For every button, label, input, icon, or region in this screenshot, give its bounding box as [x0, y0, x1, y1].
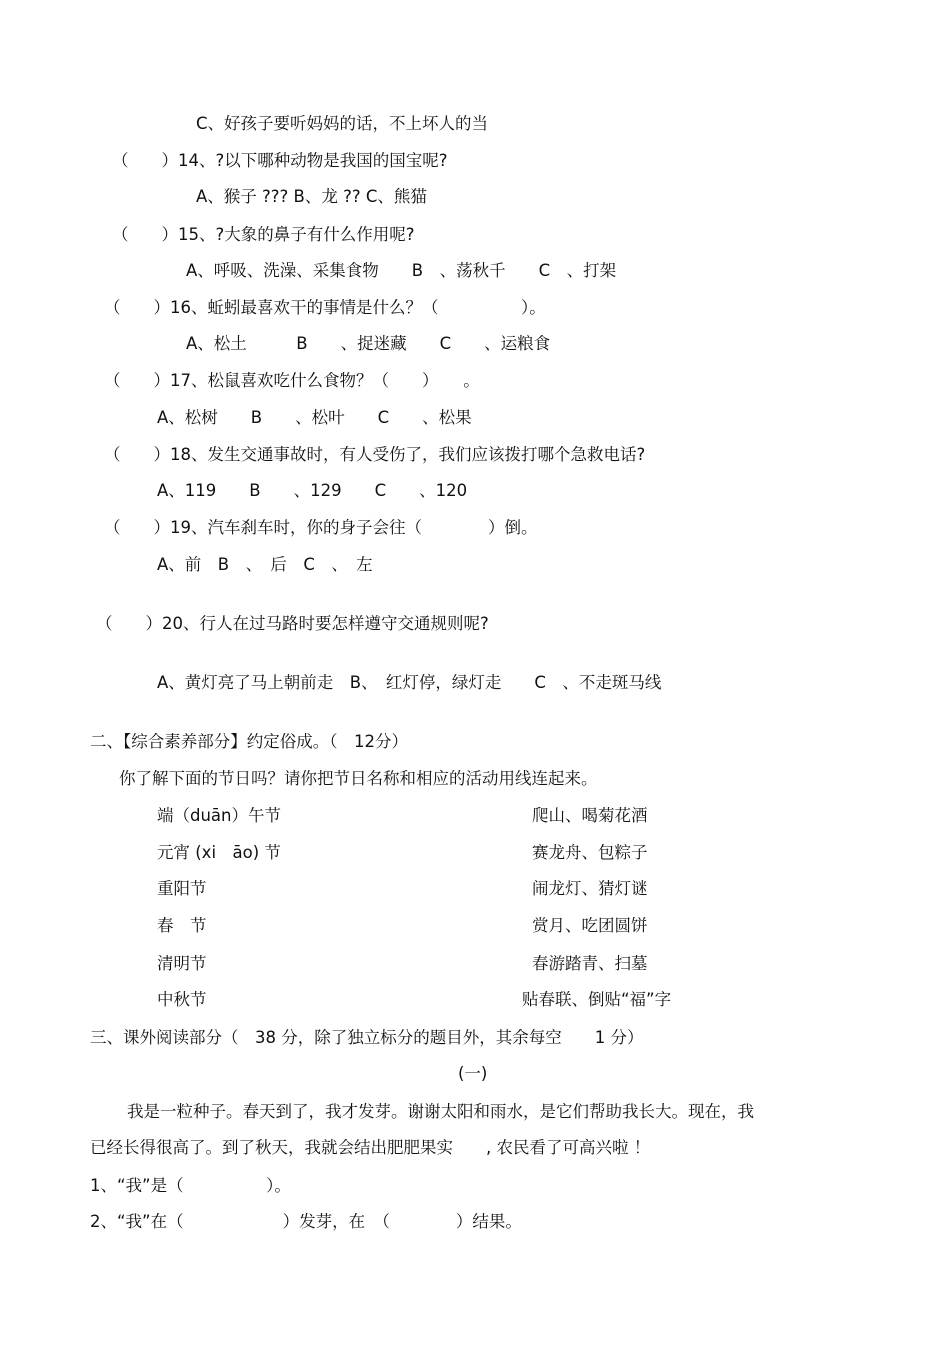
reading-question-2: 2、“我”在（ ）发芽，在 （ ）结果。: [90, 1212, 522, 1231]
festival-activity: 闹龙灯、猜灯谜: [532, 879, 648, 898]
q13-option-c: C、好孩子要听妈妈的话，不上坏人的当: [196, 114, 489, 133]
festival-name: 元宵 (xi āo) 节: [157, 843, 281, 862]
festival-activity: 赏月、吃团圆饼: [532, 916, 648, 935]
q20-stem: （ ）20、行人在过马路时要怎样遵守交通规则呢?: [96, 614, 489, 633]
reading-paragraph-line1: 我是一粒种子。春天到了，我才发芽。谢谢太阳和雨水，是它们帮助我长大。现在，我: [127, 1102, 754, 1121]
festival-activity: 爬山、喝菊花酒: [532, 806, 648, 825]
section2-instruction: 你了解下面的节日吗？请你把节日名称和相应的活动用线连起来。: [119, 769, 598, 788]
q15-options: A、呼吸、洗澡、采集食物 B 、荡秋千 C 、打架: [186, 261, 617, 280]
q18-stem: （ ）18、发生交通事故时，有人受伤了，我们应该拨打哪个急救电话?: [104, 445, 646, 464]
q16-options: A、松土 B 、捉迷藏 C 、运粮食: [186, 334, 551, 353]
festival-activity: 春游踏青、扫墓: [532, 954, 648, 973]
q20-options: A、黄灯亮了马上朝前走 B、 红灯停，绿灯走 C 、不走斑马线: [157, 673, 662, 692]
festival-name: 端（duān）午节: [157, 806, 281, 825]
q19-options: A、前 B 、 后 C 、 左: [157, 555, 373, 574]
festival-activity: 贴春联、倒贴“福”字: [522, 990, 672, 1009]
q19-stem: （ ）19、汽车刹车时，你的身子会往（ ）倒。: [104, 518, 538, 537]
festival-name: 春 节: [157, 916, 207, 935]
q16-stem: （ ）16、蚯蚓最喜欢干的事情是什么？（ ）。: [104, 298, 546, 317]
section3-heading: 三、课外阅读部分（ 38 分，除了独立标分的题目外，其余每空 1 分）: [90, 1028, 644, 1047]
festival-name: 清明节: [157, 954, 207, 973]
reading-question-1: 1、“我”是（ ）。: [90, 1176, 291, 1195]
festival-name: 中秋节: [157, 990, 207, 1009]
q15-stem: （ ）15、?大象的鼻子有什么作用呢?: [112, 225, 415, 244]
q14-options: A、猴子 ??? B、龙 ?? C、熊猫: [196, 187, 427, 206]
q14-stem: （ ）14、?以下哪种动物是我国的国宝呢?: [112, 151, 448, 170]
q17-options: A、松树 B 、松叶 C 、松果: [157, 408, 472, 427]
reading-paragraph-line2: 已经长得很高了。到了秋天，我就会结出肥肥果实 , 农民看了可高兴啦 ！: [90, 1138, 651, 1157]
festival-activity: 赛龙舟、包粽子: [532, 843, 648, 862]
q18-options: A、119 B 、129 C 、120: [157, 481, 468, 500]
reading-part-label: (一): [458, 1064, 488, 1083]
q17-stem: （ ）17、松鼠喜欢吃什么食物？（ ） 。: [104, 371, 480, 390]
section2-heading: 二、【综合素养部分】约定俗成。（ 12分）: [90, 732, 408, 751]
festival-name: 重阳节: [157, 879, 207, 898]
